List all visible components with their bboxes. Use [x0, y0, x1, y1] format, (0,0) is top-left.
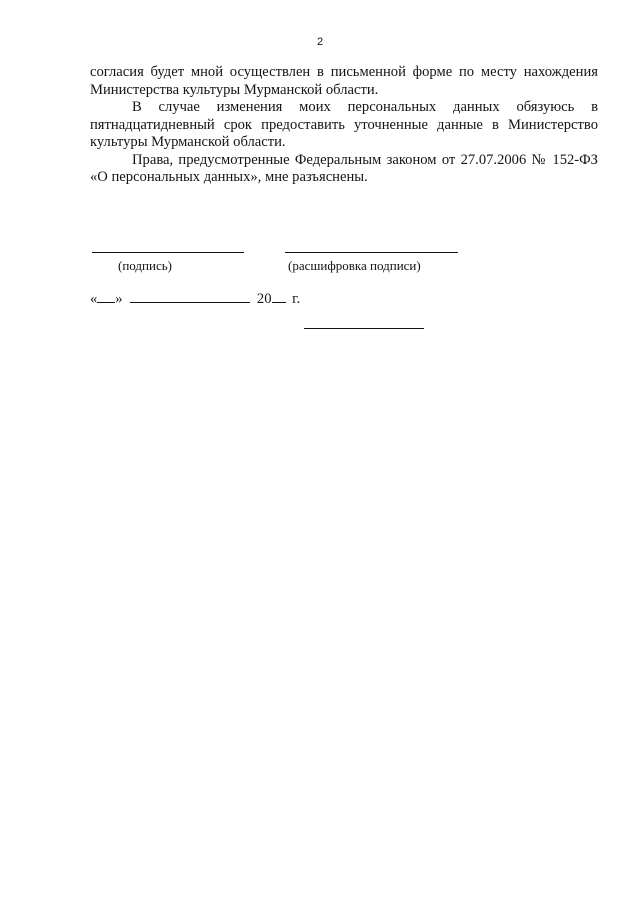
paragraph-data-change: В случае изменения моих персональных данных обязуюсь в пятнадцатидневный срок предоставить уточненные данные в Министерство культуры Мурманской области. — [90, 99, 598, 150]
page-number: 2 — [316, 36, 324, 48]
separator-line — [304, 328, 424, 329]
year-blank — [272, 290, 286, 303]
date-close-quote: » — [115, 291, 123, 307]
paragraph-consent-withdrawal: согласия будет мной осуществлен в письменной форме по месту нахождения Министерства культуры Мурманской области. — [90, 64, 598, 98]
signature-decoding-line — [285, 252, 458, 253]
date-open-quote: « — [90, 291, 98, 307]
paragraph-rights: Права, предусмотренные Федеральным законом от 27.07.2006 № 152-ФЗ «О персональных данных», мне разъяснены. — [90, 151, 598, 185]
day-blank — [97, 290, 115, 303]
signature-caption: (подпись) — [118, 258, 172, 273]
year-prefix: 20 — [256, 291, 272, 307]
signature-decoding-caption: (расшифровка подписи) — [288, 258, 421, 273]
month-blank — [130, 290, 250, 303]
date-row — [90, 290, 300, 308]
year-suffix: г. — [292, 291, 301, 307]
signature-line — [92, 252, 244, 253]
body-text — [90, 64, 598, 187]
